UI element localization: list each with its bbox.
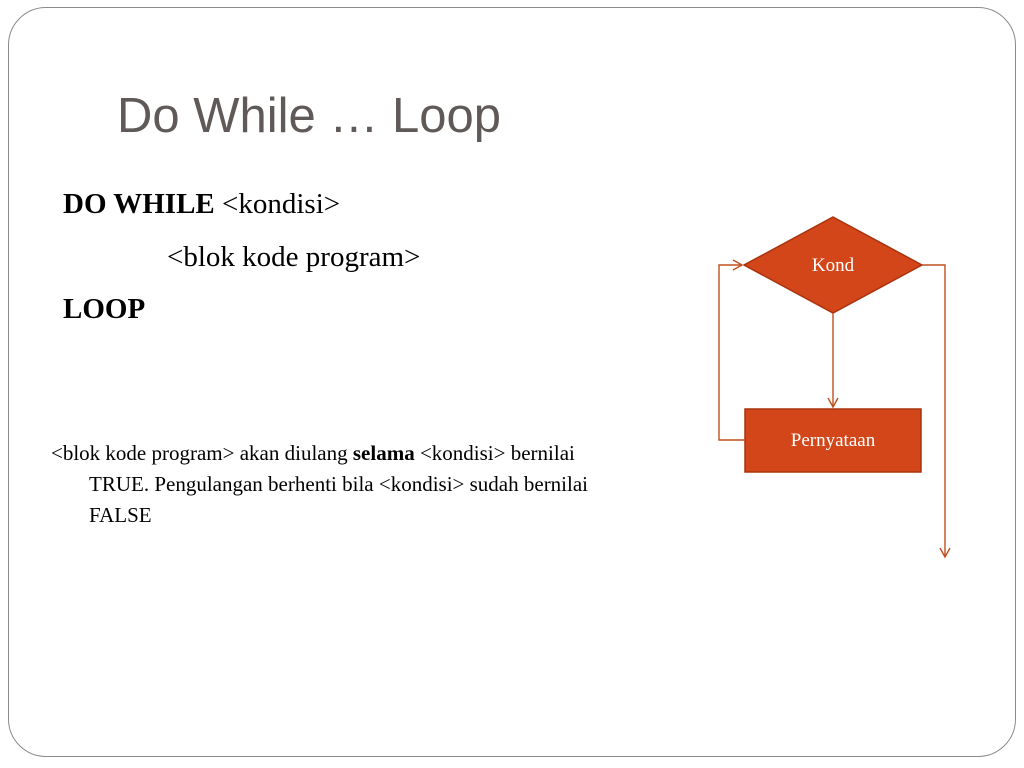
description-emphasis: selama — [352, 441, 415, 465]
slide-title: Do While … Loop — [117, 89, 502, 143]
description-text-2: <kondisi> bernilai TRUE. Pengulangan berhenti bila <kondisi> sudah bernilai FALSE — [89, 441, 589, 527]
keyword-loop: LOOP — [63, 293, 146, 325]
flowchart — [9, 8, 1016, 757]
decision-label: Kond — [811, 255, 855, 276]
process-label: Pernyataan — [790, 430, 876, 451]
code-line-block: <blok kode program> — [167, 241, 421, 273]
connector-exit-arrow — [922, 265, 945, 557]
slide — [8, 7, 1016, 757]
keyword-do-while: DO WHILE — [63, 188, 215, 220]
connector-loop-back — [719, 265, 745, 440]
description-text-1: <blok kode program> akan diulang — [51, 441, 353, 465]
condition-placeholder: <kondisi> — [214, 188, 341, 220]
